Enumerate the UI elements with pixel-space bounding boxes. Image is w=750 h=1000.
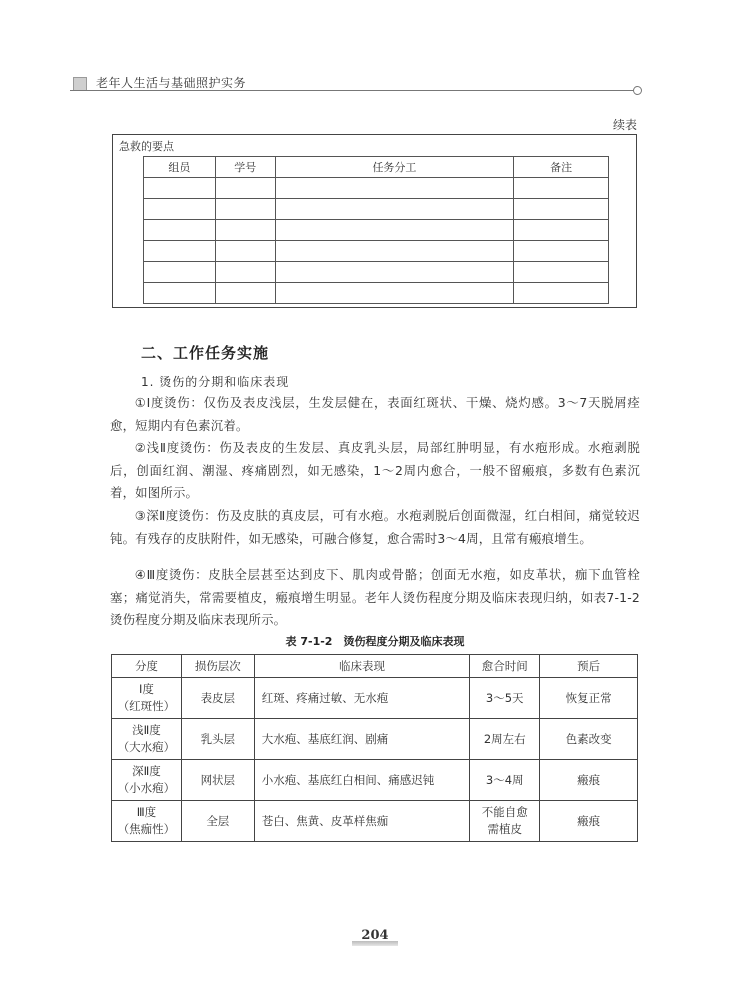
- table-row: [112, 678, 638, 719]
- table-cell: [275, 241, 513, 262]
- table-cell: [514, 262, 609, 283]
- paragraph-degree-1: ①Ⅰ度烫伤：仅伤及表皮浅层，生发层健在，表面红斑状、干燥、烧灼感。3～7天脱屑痊愈，短期内有色素沉着。: [110, 395, 640, 433]
- table-cell: [275, 283, 513, 304]
- table-cell: [215, 220, 275, 241]
- table-cell: [514, 220, 609, 241]
- paragraph-degree-3: ④Ⅲ度烫伤：皮肤全层甚至达到皮下、肌肉或骨骼；创面无水疱，如皮革状，痂下血管栓塞；痛觉消失，常需要植皮，瘢痕增生明显。老年人烫伤程度分期及临床表现归纳，如表7-1-2烫伤程度分期及临床表现所示。: [110, 567, 640, 628]
- roster-col-task: 任务分工: [275, 157, 513, 178]
- grade-cell: [112, 678, 182, 719]
- page-number: 204: [361, 928, 389, 943]
- grade-label: 浅Ⅱ度: [132, 723, 161, 737]
- stage-header-row: [112, 655, 638, 678]
- table-cell: [275, 178, 513, 199]
- roster-header-row: [144, 157, 609, 178]
- signs-cell: 大水疱、基底红润、剧痛: [254, 719, 470, 760]
- paragraph-deep-degree-2: ③深Ⅱ度烫伤：伤及皮肤的真皮层，可有水疱。水疱剥脱后创面微湿，红白相间，痛觉较迟钝。有残存的皮肤附件，如无感染，可融合修复，愈合需时3～4周，且常有瘢痕增生。: [110, 508, 640, 546]
- col-prognosis: 预后: [540, 655, 638, 678]
- table-cell: [144, 283, 216, 304]
- layer-cell: 表皮层: [181, 678, 254, 719]
- roster-col-id: 学号: [215, 157, 275, 178]
- grade-label: Ⅲ度: [136, 805, 157, 819]
- layer-cell: 乳头层: [181, 719, 254, 760]
- table-cell: [215, 262, 275, 283]
- table-cell: [144, 262, 216, 283]
- grade-note: （焦痂性）: [117, 822, 176, 836]
- grade-cell: [112, 760, 182, 801]
- table-row: [112, 719, 638, 760]
- table-caption: 表 7-1-2 烫伤程度分期及临床表现: [285, 635, 465, 648]
- subsection-title: 1. 烫伤的分期和临床表现: [141, 375, 290, 389]
- running-header: [70, 72, 642, 94]
- page-number-badge: [352, 928, 398, 948]
- grade-cell: [112, 719, 182, 760]
- table-row: [144, 262, 609, 283]
- table-cell: [144, 241, 216, 262]
- prognosis-cell: 色素改变: [540, 719, 638, 760]
- healing-cell: 3～4周: [470, 760, 540, 801]
- signs-cell: 苍白、焦黄、皮革样焦痂: [254, 801, 470, 842]
- table-cell: [144, 178, 216, 199]
- table-cell: [514, 178, 609, 199]
- header-circle-icon: [633, 86, 642, 95]
- roster-table: [143, 156, 609, 304]
- table-cell: [215, 199, 275, 220]
- header-square-icon: [73, 77, 87, 91]
- table-row: [112, 760, 638, 801]
- table-row: [112, 801, 638, 842]
- table-cell: [514, 241, 609, 262]
- grade-note: （大水疱）: [117, 740, 176, 754]
- book-title: 老年人生活与基础照护实务: [96, 76, 247, 90]
- grade-note: （红斑性）: [117, 699, 176, 713]
- col-layer: 损伤层次: [181, 655, 254, 678]
- roster-col-member: 组员: [144, 157, 216, 178]
- table-row: [144, 241, 609, 262]
- table-cell: [215, 283, 275, 304]
- table-row: [144, 199, 609, 220]
- col-healing: 愈合时间: [470, 655, 540, 678]
- paragraph-superficial-degree-2: ②浅Ⅱ度烫伤：伤及表皮的生发层、真皮乳头层，局部红肿明显，有水疱形成。水疱剥脱后，创面红润、潮湿、疼痛剧烈，如无感染，1～2周内愈合，一般不留瘢痕，多数有色素沉着，如图所示。: [110, 440, 640, 501]
- section-title: 二、工作任务实施: [141, 344, 270, 362]
- grade-label: 深Ⅱ度: [132, 764, 161, 778]
- roster-box: [112, 134, 637, 308]
- table-cell: [144, 220, 216, 241]
- layer-cell: 网状层: [181, 760, 254, 801]
- table-cell: [275, 199, 513, 220]
- healing-cell: 3～5天: [470, 678, 540, 719]
- table-cell: [514, 283, 609, 304]
- grade-note: （小水疱）: [117, 781, 176, 795]
- continued-label: 续表: [612, 118, 637, 132]
- signs-cell: 小水疱、基底红白相间、痛感迟钝: [254, 760, 470, 801]
- col-signs: 临床表现: [254, 655, 470, 678]
- healing-label: 不能自愈: [481, 805, 528, 819]
- prognosis-cell: 瘢痕: [540, 760, 638, 801]
- table-row: [144, 283, 609, 304]
- table-cell: [514, 199, 609, 220]
- header-rule: [70, 90, 636, 91]
- healing-cell: [470, 801, 540, 842]
- signs-cell: 红斑、疼痛过敏、无水疱: [254, 678, 470, 719]
- grade-label: Ⅰ度: [138, 682, 154, 696]
- table-cell: [275, 220, 513, 241]
- prognosis-cell: 瘢痕: [540, 801, 638, 842]
- table-cell: [144, 199, 216, 220]
- layer-cell: 全层: [181, 801, 254, 842]
- healing-cell: 2周左右: [470, 719, 540, 760]
- col-grade: 分度: [112, 655, 182, 678]
- burn-stage-table: [111, 654, 638, 842]
- healing-note: 需植皮: [487, 822, 522, 836]
- prognosis-cell: 恢复正常: [540, 678, 638, 719]
- roster-box-label: 急救的要点: [119, 140, 174, 153]
- grade-cell: [112, 801, 182, 842]
- table-row: [144, 178, 609, 199]
- table-cell: [215, 178, 275, 199]
- table-cell: [275, 262, 513, 283]
- roster-col-remark: 备注: [514, 157, 609, 178]
- table-cell: [215, 241, 275, 262]
- table-row: [144, 220, 609, 241]
